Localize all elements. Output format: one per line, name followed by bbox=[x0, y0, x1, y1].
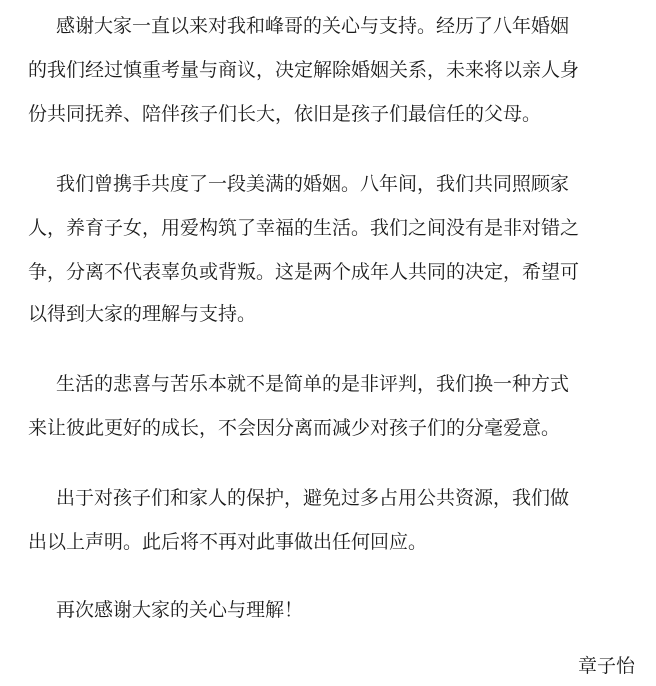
paragraph-3-line-2: 来让彼此更好的成长，不会因分离而减少对孩子们的分毫爱意。 bbox=[28, 417, 561, 439]
paragraph-1-line-3: 份共同抚养、陪伴孩子们长大，依旧是孩子们最信任的父母。 bbox=[28, 103, 542, 125]
paragraph-2-line-3: 争，分离不代表辜负或背叛。这是两个成年人共同的决定，希望可 bbox=[28, 261, 580, 283]
paragraph-1-line-2: 的我们经过慎重考量与商议，决定解除婚姻关系，未来将以亲人身 bbox=[28, 59, 580, 81]
paragraph-5-line-1: 再次感谢大家的关心与理解！ bbox=[56, 599, 304, 621]
paragraph-3-line-1: 生活的悲喜与苦乐本就不是简单的是非评判，我们换一种方式 bbox=[56, 373, 570, 395]
paragraph-2-line-2: 人，养育子女，用爱构筑了幸福的生活。我们之间没有是非对错之 bbox=[28, 217, 580, 239]
paragraph-4-line-2: 出以上声明。此后将不再对此事做出任何回应。 bbox=[28, 531, 428, 553]
signature: 章子怡 bbox=[578, 655, 636, 677]
paragraph-2-line-1: 我们曾携手共度了一段美满的婚姻。八年间，我们共同照顾家 bbox=[56, 173, 570, 195]
paragraph-4-line-1: 出于对孩子们和家人的保护，避免过多占用公共资源，我们做 bbox=[56, 487, 570, 509]
paragraph-1-line-1: 感谢大家一直以来对我和峰哥的关心与支持。经历了八年婚姻 bbox=[56, 15, 570, 37]
paragraph-2-line-4: 以得到大家的理解与支持。 bbox=[28, 303, 257, 325]
